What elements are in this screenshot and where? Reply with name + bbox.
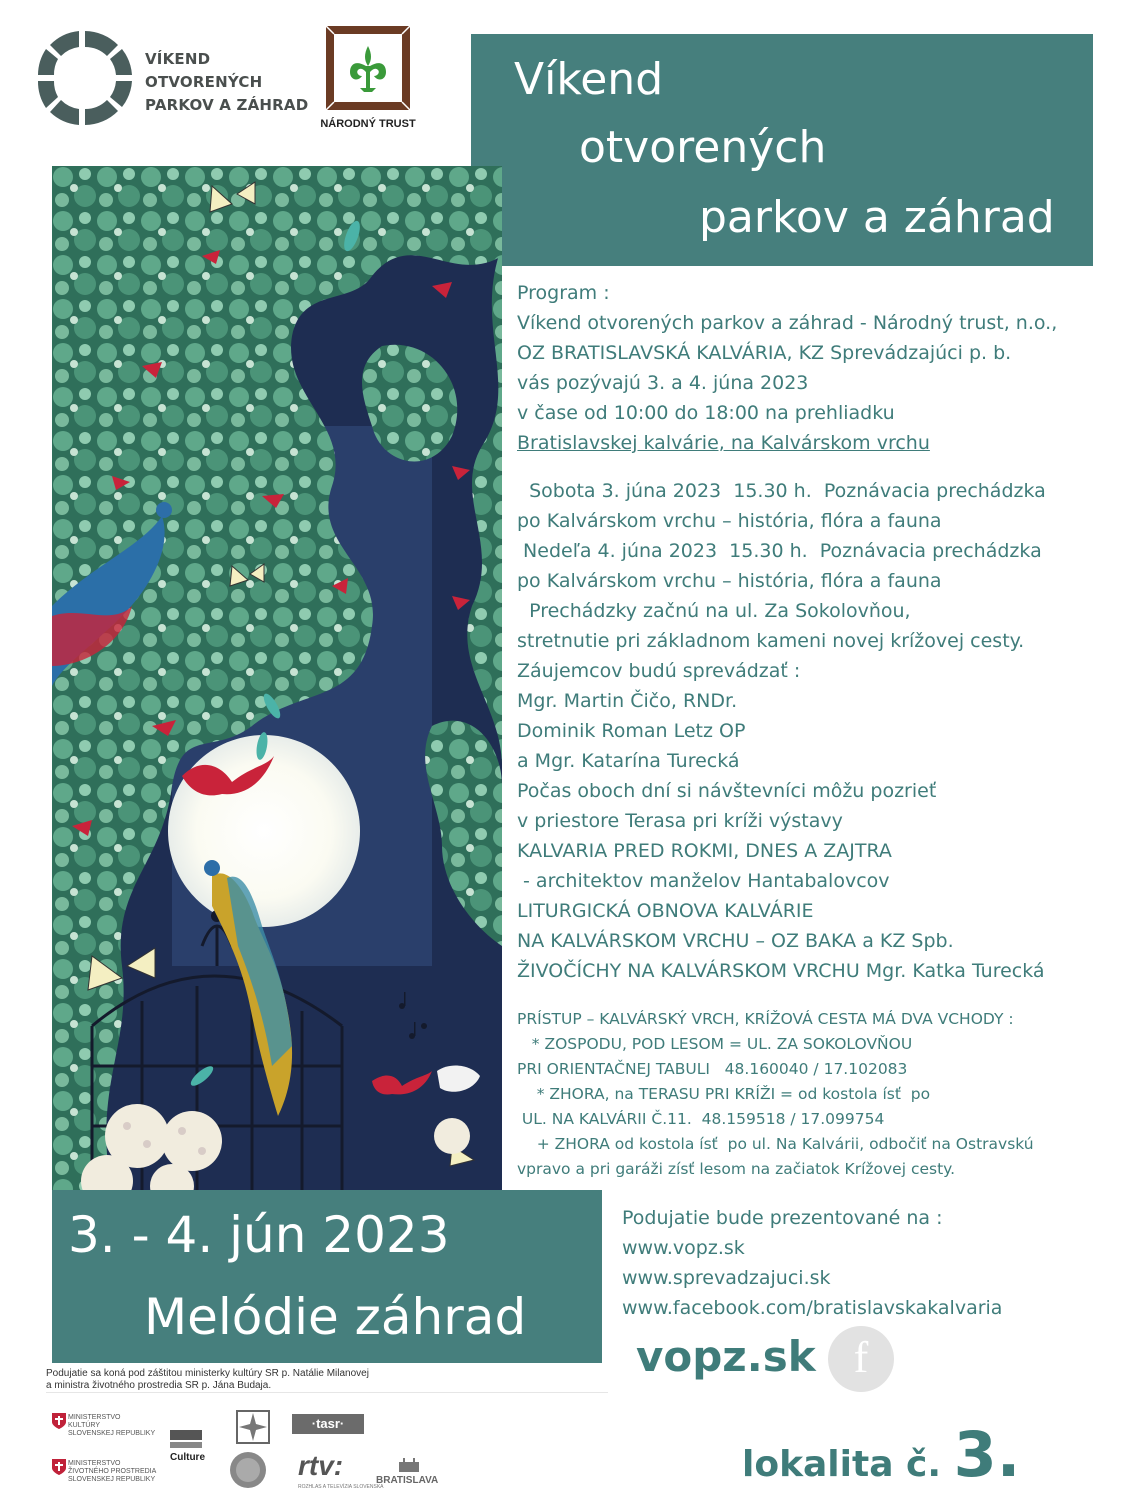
schedule-line: Mgr. Martin Čičo, RNDr.	[517, 690, 738, 712]
ministry-culture-emblem-icon	[52, 1413, 66, 1429]
logo-line-2: OTVORENÝCH	[145, 73, 263, 91]
patronage-line-2: a ministra životného prostredia SR p. Jána Budaja.	[46, 1380, 272, 1391]
schedule-line: KALVARIA PRED ROKMI, DNES A ZAJTRA	[517, 840, 892, 862]
ministry-environment	[68, 1460, 156, 1484]
facebook-glyph: f	[853, 1333, 869, 1382]
sponsor-text: ŽIVOTNÉHO PROSTREDIA	[68, 1468, 157, 1475]
schedule	[517, 476, 1107, 986]
patronage-line-1: Podujatie sa koná pod záštitou ministerky kultúry SR p. Natálie Milanovej	[46, 1368, 369, 1379]
vopz-ring-logo	[30, 28, 140, 128]
presented-intro: Podujatie bude prezentované na :	[622, 1207, 943, 1229]
presented-on	[622, 1203, 1002, 1323]
rtv-logo: rtv:	[298, 1450, 344, 1481]
logo-wordmark	[145, 48, 308, 117]
access-line: * ZOSPODU, POD LESOM = UL. ZA SOKOLOVŇOU	[517, 1035, 913, 1053]
culture-logo	[170, 1430, 205, 1468]
program-location-link[interactable]: Bratislavskej kalvárie, na Kalvárskom vrchu	[517, 432, 930, 454]
access-line: vpravo a pri garáži zísť lesom na začiatok Krížovej cesty.	[517, 1160, 956, 1178]
schedule-line: Záujemcov budú sprevádzať :	[517, 660, 801, 682]
sponsor-text: MINISTERSTVO	[68, 1414, 121, 1421]
program-line-2: Víkend otvorených parkov a záhrad - Národný trust, n.o.,	[517, 312, 1058, 334]
access-line: + ZHORA od kostola ísť po ul. Na Kalvárii, odbočiť na Ostravskú	[517, 1135, 1034, 1153]
patronage-note	[46, 1368, 376, 1392]
program-intro	[517, 278, 1107, 458]
date-band	[52, 1190, 602, 1363]
schedule-line: stretnutie pri základnom kameni novej krížovej cesty.	[517, 630, 1025, 652]
schedule-line: po Kalvárskom vrchu – história, flóra a fauna	[517, 570, 942, 592]
schedule-line: Sobota 3. júna 2023 15.30 h. Poznávacia prechádzka	[517, 480, 1046, 502]
schedule-line: Prechádzky začnú na ul. Za Sokolovňou,	[517, 600, 911, 622]
program-line-1: Program :	[517, 282, 610, 304]
rtv-subtitle: ROZHLAS A TELEVÍZIA SLOVENSKA	[298, 1484, 384, 1490]
header-line-1: Víkend	[514, 54, 664, 105]
link-vopz[interactable]: www.vopz.sk	[622, 1237, 745, 1259]
heritage-star-logo	[236, 1410, 270, 1444]
divider	[46, 1392, 608, 1393]
schedule-line: v priestore Terasa pri kríži výstavy	[517, 810, 843, 832]
schedule-line: LITURGICKÁ OBNOVA KALVÁRIE	[517, 900, 814, 922]
header-line-3: parkov a záhrad	[699, 192, 1055, 243]
sponsor-text: SLOVENSKEJ REPUBLIKY	[68, 1430, 156, 1437]
program-line-4: vás pozývajú 3. a 4. júna 2023	[517, 372, 809, 394]
moon	[168, 735, 360, 927]
sponsor-text: MINISTERSTVO	[68, 1460, 121, 1467]
schedule-line: - architektov manželov Hantabalovcov	[517, 870, 890, 892]
access-line: PRÍSTUP – KALVÁRSKÝ VRCH, KRÍŽOVÁ CESTA MÁ DVA VCHODY :	[517, 1010, 1014, 1028]
narodny-trust-label: NÁRODNÝ TRUST	[320, 118, 416, 130]
access-line: UL. NA KALVÁRII Č.11. 48.159518 / 17.099754	[517, 1110, 885, 1128]
bratislava-logo: BRATISLAVA	[376, 1475, 439, 1486]
access-line: PRI ORIENTAČNEJ TABULI 48.160040 / 17.102083	[517, 1060, 908, 1078]
narodny-trust-logo	[326, 26, 410, 110]
header-line-2: otvorených	[579, 122, 827, 173]
tasr-logo: ·tasr·	[292, 1414, 364, 1434]
logo-line-3: PARKOV A ZÁHRAD	[145, 96, 309, 114]
site-name[interactable]: vopz.sk	[636, 1332, 816, 1381]
schedule-line: Počas oboch dní si návštevníci môžu pozrieť	[517, 780, 937, 802]
link-facebook[interactable]: www.facebook.com/bratislavskakalvaria	[622, 1297, 1003, 1319]
access-directions	[517, 1007, 1107, 1182]
ministry-environment-emblem-icon	[52, 1459, 66, 1475]
program-line-3: OZ BRATISLAVSKÁ KALVÁRIA, KZ Sprevádzajúci p. b.	[517, 342, 1012, 364]
header-band	[471, 34, 1093, 266]
schedule-line: a Mgr. Katarína Turecká	[517, 750, 740, 772]
sponsor-text: KULTÚRY	[68, 1422, 101, 1429]
logo-line-1: VÍKEND	[145, 50, 211, 68]
schedule-line: Nedeľa 4. júna 2023 15.30 h. Poznávacia prechádzka	[517, 540, 1042, 562]
access-line: * ZHORA, na TERASU PRI KRÍŽI = od kostola ísť po	[517, 1085, 931, 1103]
event-theme: Melódie záhrad	[144, 1288, 527, 1346]
link-sprevadzajuci[interactable]: www.sprevadzajuci.sk	[622, 1267, 831, 1289]
bratislava-castle-icon	[398, 1456, 420, 1472]
event-date: 3. - 4. jún 2023	[68, 1206, 450, 1264]
schedule-line: po Kalvárskom vrchu – história, flóra a fauna	[517, 510, 942, 532]
garden-illustration	[52, 166, 502, 1192]
facebook-icon[interactable]	[828, 1326, 894, 1392]
ministry-culture	[68, 1414, 155, 1438]
lokalita-number: 3.	[953, 1418, 1021, 1491]
schedule-line: ŽIVOČÍCHY NA KALVÁRSKOM VRCHU Mgr. Katka Turecká	[517, 960, 1045, 982]
seal-logo	[228, 1450, 268, 1490]
culture-label: Culture	[170, 1452, 205, 1463]
schedule-line: NA KALVÁRSKOM VRCHU – OZ BAKA a KZ Spb.	[517, 930, 954, 952]
sponsor-text: SLOVENSKEJ REPUBLIKY	[68, 1476, 156, 1483]
schedule-line: Dominik Roman Letz OP	[517, 720, 746, 742]
lokalita	[742, 1418, 1020, 1491]
lokalita-label: lokalita č.	[742, 1444, 942, 1485]
program-line-5: v čase od 10:00 do 18:00 na prehliadku	[517, 402, 895, 424]
